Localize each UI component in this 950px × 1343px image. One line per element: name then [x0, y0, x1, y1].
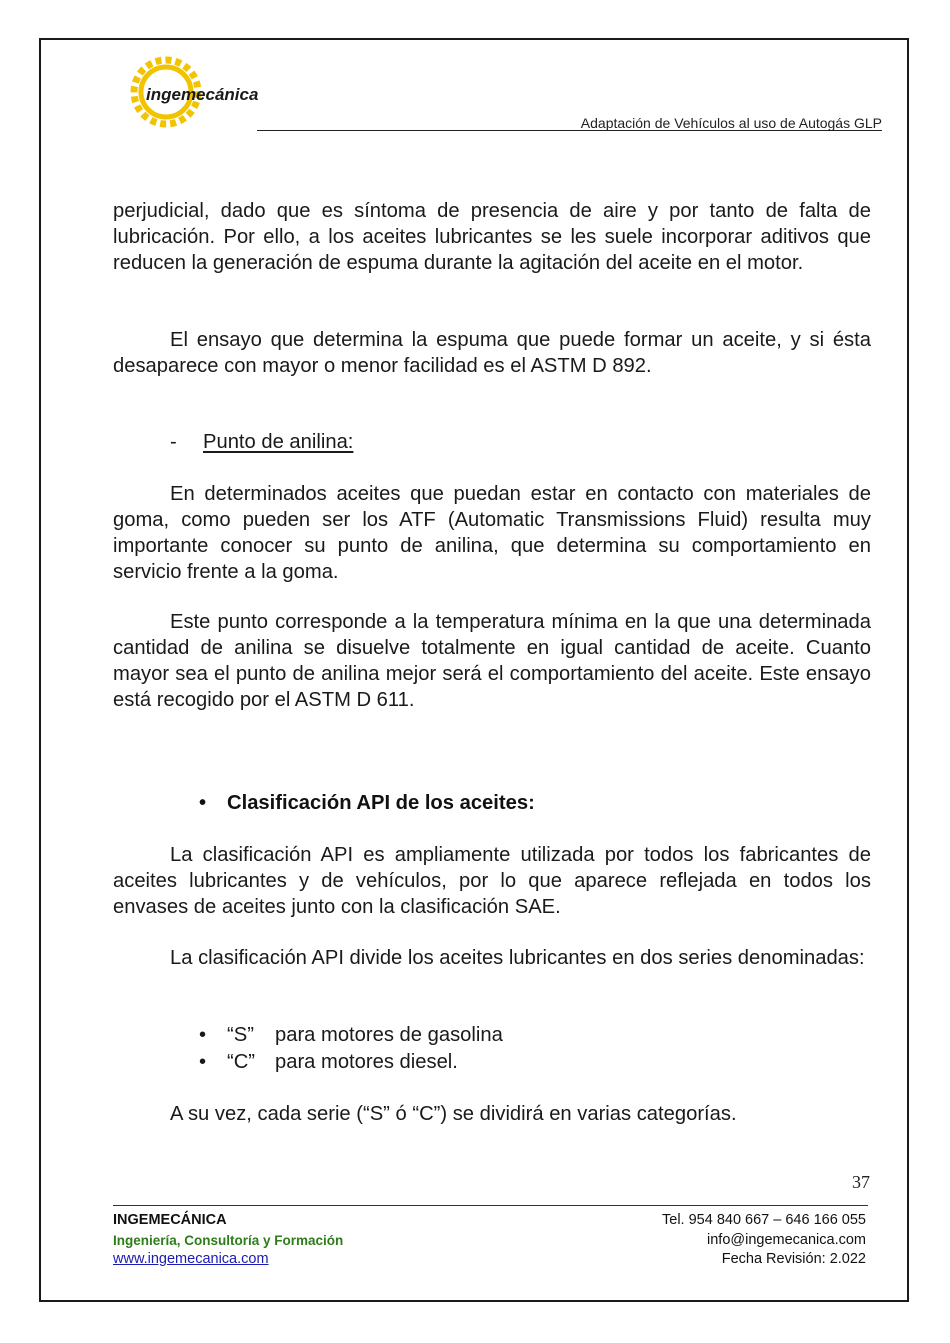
section-heading-text: Clasificación API de los aceites:: [227, 792, 535, 814]
footer-email[interactable]: info@ingemecanica.com: [707, 1231, 866, 1248]
bullet-marker: •: [199, 792, 207, 814]
series-description: para motores diesel.: [275, 1051, 458, 1073]
header-divider: [257, 130, 882, 131]
subheading-aniline: [170, 431, 353, 454]
paragraph-foam: perjudicial, dado que es síntoma de presencia de aire y por tanto de falta de lubricación. Por ello, a los aceites lubricantes se les suele incorporar aditivos que reducen la generación de espuma durante la agitación del aceite en el motor.: [113, 200, 871, 274]
bullet-marker: •: [199, 1024, 207, 1046]
paragraph-aniline-1: En determinados aceites que puedan estar en contacto con materiales de goma, como pueden ser los ATF (Automatic Transmissions Fluid) resulta muy importante conocer su punto de anilina, que determina su comportamiento en servicio frente a la goma.: [113, 483, 871, 583]
bullet-marker: •: [199, 1051, 207, 1073]
dash-marker: -: [170, 431, 177, 453]
footer-company-block: [113, 1211, 343, 1270]
series-code: “S”: [227, 1024, 254, 1046]
paragraph-astm-892: El ensayo que determina la espuma que puede formar un aceite, y si ésta desaparece con mayor o menor facilidad es el ASTM D 892.: [113, 329, 871, 377]
logo-text: ingemecánica: [146, 85, 259, 104]
ingemecanica-logo: [128, 55, 263, 130]
section-heading-api: [199, 792, 535, 815]
footer-contact-block: [662, 1211, 866, 1270]
list-item-c: [199, 1051, 458, 1074]
list-item-s: [199, 1024, 503, 1047]
paragraph-api-1: La clasificación API es ampliamente utilizada por todos los fabricantes de aceites lubricantes y de vehículos, por lo que aparece reflejada en todos los envases de aceites junto con la clasificación SAE.: [113, 844, 871, 918]
series-code: “C”: [227, 1051, 256, 1073]
paragraph-aniline-2: Este punto corresponde a la temperatura mínima en la que una determinada cantidad de anilina se disuelve totalmente en igual cantidad de aceite. Cuanto mayor sea el punto de anilina mejor será el comportamiento del aceite. Este ensayo está recogido por el ASTM D 611.: [113, 611, 871, 711]
footer-divider: [113, 1205, 868, 1206]
document-title: Adaptación de Vehículos al uso de Autogás GLP: [580, 115, 882, 131]
paragraph-categories: A su vez, cada serie (“S” ó “C”) se dividirá en varias categorías.: [170, 1103, 737, 1125]
series-description: para motores de gasolina: [275, 1024, 503, 1046]
page-number: 37: [852, 1172, 870, 1192]
footer-phone: Tel. 954 840 667 – 646 166 055: [662, 1212, 866, 1228]
footer-tagline: Ingeniería, Consultoría y Formación: [113, 1232, 344, 1248]
footer-company: INGEMECÁNICA: [113, 1212, 227, 1228]
footer-revision: Fecha Revisión: 2.022: [721, 1251, 866, 1267]
subheading-text: Punto de anilina:: [203, 431, 354, 453]
paragraph-api-2: La clasificación API divide los aceites lubricantes en dos series denominadas:: [170, 947, 865, 969]
footer-website-link[interactable]: www.ingemecanica.com: [113, 1251, 269, 1267]
